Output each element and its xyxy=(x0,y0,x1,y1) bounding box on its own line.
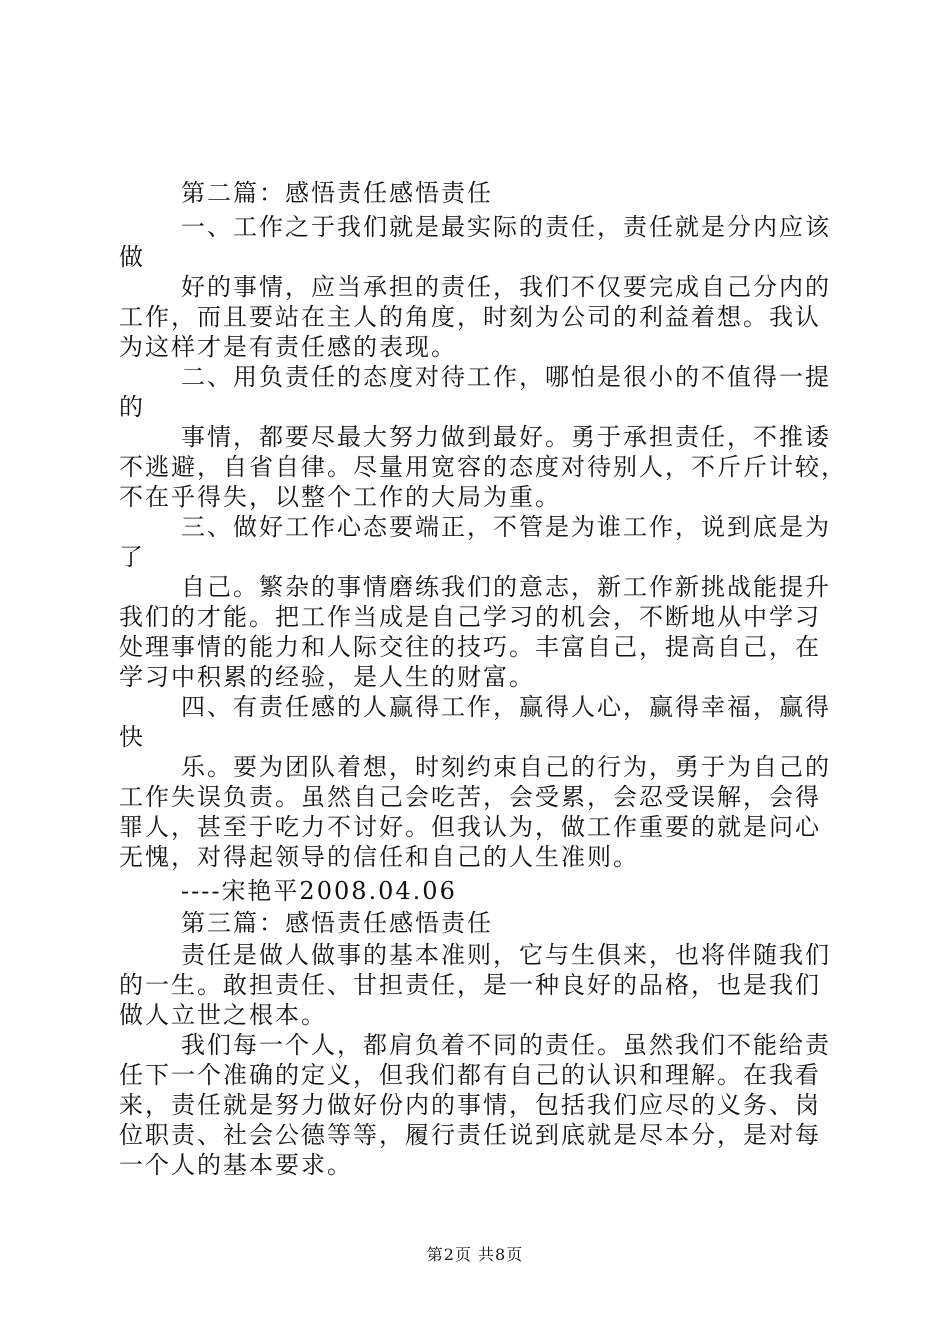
paragraph-line: 不在乎得失，以整个工作的大局为重。 xyxy=(119,483,561,511)
paragraph-line: 罪人，甚至于吃力不讨好。但我认为，做工作重要的就是问心 xyxy=(119,813,821,841)
paragraph-line: 责任是做人做事的基本准则，它与生俱来，也将伴随我们 xyxy=(181,941,831,969)
paragraph-line: 自己。繁杂的事情磨练我们的意志，新工作新挑战能提升 xyxy=(181,573,831,601)
paragraph-line: 三、做好工作心态要端正，不管是为谁工作，说到底是为 xyxy=(181,513,831,541)
paragraph-line: 四、有责任感的人赢得工作，赢得人心，赢得幸福，赢得 xyxy=(181,693,831,721)
paragraph-line: 一个人的基本要求。 xyxy=(119,1151,353,1179)
section-heading: 第三篇：感悟责任感悟责任 xyxy=(181,909,493,937)
paragraph-line: 工作，而且要站在主人的角度，时刻为公司的利益着想。我认 xyxy=(119,303,821,331)
paragraph-line: 为这样才是有责任感的表现。 xyxy=(119,333,457,361)
paragraph-line: 事情，都要尽最大努力做到最好。勇于承担责任，不推诿 xyxy=(181,423,831,451)
paragraph-line: 做人立世之根本。 xyxy=(119,1001,327,1029)
paragraph-line: 的一生。敢担责任、甘担责任，是一种良好的品格，也是我们 xyxy=(119,971,821,999)
section-heading: 第二篇：感悟责任感悟责任 xyxy=(181,179,493,207)
paragraph-line: 不逃避，自省自律。尽量用宽容的态度对待别人，不斤斤计较， xyxy=(119,453,847,481)
paragraph-line: 我们的才能。把工作当成是自己学习的机会，不断地从中学习 xyxy=(119,603,821,631)
signature-date: ----宋艳平2008.04.06 xyxy=(181,877,457,905)
paragraph-line: 位职责、社会公德等等，履行责任说到底就是尽本分，是对每 xyxy=(119,1121,821,1149)
paragraph-line: 任下一个准确的定义，但我们都有自己的认识和理解。在我看 xyxy=(119,1061,821,1089)
paragraph-line: 工作失误负责。虽然自己会吃苦，会受累，会忍受误解，会得 xyxy=(119,783,821,811)
paragraph-line: 处理事情的能力和人际交往的技巧。丰富自己，提高自己，在 xyxy=(119,633,821,661)
paragraph-line: 好的事情，应当承担的责任，我们不仅要完成自己分内的 xyxy=(181,273,831,301)
paragraph-line: 学习中积累的经验，是人生的财富。 xyxy=(119,663,535,691)
paragraph-line: 乐。要为团队着想，时刻约束自己的行为，勇于为自己的 xyxy=(181,753,831,781)
paragraph-line: 的 xyxy=(119,393,145,421)
paragraph-line: 二、用负责任的态度对待工作，哪怕是很小的不值得一提 xyxy=(181,363,831,391)
paragraph-line: 无愧，对得起领导的信任和自己的人生准则。 xyxy=(119,843,639,871)
paragraph-line: 了 xyxy=(119,543,145,571)
paragraph-line: 快 xyxy=(119,723,145,751)
paragraph-line: 来，责任就是努力做好份内的事情，包括我们应尽的义务、岗 xyxy=(119,1091,821,1119)
page-number: 第2页 共8页 xyxy=(426,1245,524,1264)
paragraph-line: 我们每一个人，都肩负着不同的责任。虽然我们不能给责 xyxy=(181,1031,831,1059)
paragraph-line: 一、工作之于我们就是最实际的责任，责任就是分内应该 xyxy=(181,213,831,241)
paragraph-line: 做 xyxy=(119,243,145,271)
